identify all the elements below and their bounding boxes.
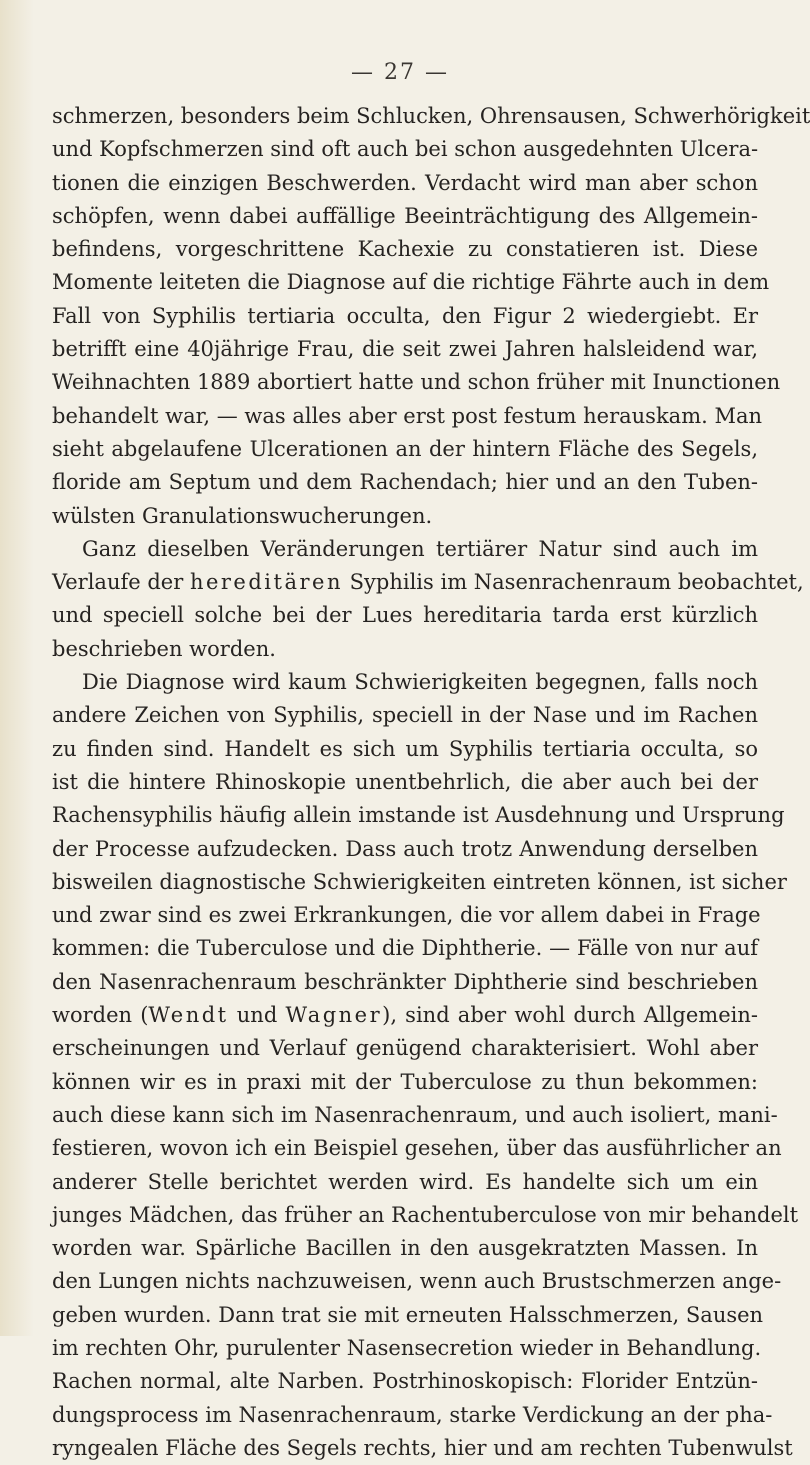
text-line: festieren, wovon ich ein Beispiel gesehen, über das ausführlicher an [52,1136,782,1161]
text-line: behandelt war, — was alles aber erst post festum herauskam. Man [52,403,763,428]
text-fragment: worden ( [52,1003,149,1028]
text-line: tionen die einzigen Beschwerden. Verdacht wird man aber schon [52,170,758,195]
text-line: anderer Stelle berichtet werden wird. Es handelte sich um ein [52,1169,758,1194]
text-line: befindens, vorgeschrittene Kachexie zu constatieren ist. Diese [52,237,758,262]
text-line: betrifft eine 40jährige Frau, die seit zwei Jahren halsleidend war, [52,337,758,362]
text-line: Rachen normal, alte Narben. Postrhinoskopisch: Florider Entzün- [52,1369,758,1394]
text-fragment: und [236,1003,278,1028]
page-number: — 27 — [351,60,449,85]
text-line: wülsten Granulationswucherungen. [52,503,433,528]
text-fragment: Verlaufe der [52,570,184,595]
text-line: dungsprocess im Nasenrachenraum, starke Verdickung an der pha- [52,1402,773,1427]
text-line: bisweilen diagnostische Schwierigkeiten eintreten können, ist sicher [52,869,787,894]
text-line: der Processe aufzudecken. Dass auch trotz Anwendung derselben [52,836,758,861]
text-line: sieht abgelaufene Ulcerationen an der hintern Fläche des Segels, [52,436,758,461]
text-line: Momente leiteten die Diagnose auf die richtige Fährte auch in dem [52,270,770,295]
text-line: und speciell solche bei der Lues hereditaria tarda erst kürzlich [52,603,758,628]
text-fragment: ), sind aber wohl durch Allgemein- [382,1003,758,1028]
text-line: und Kopfschmerzen sind oft auch bei schon ausgedehnten Ulcera- [52,137,759,162]
text-line: können wir es in praxi mit der Tuberculose zu thun bekommen: [52,1069,758,1094]
text-line: und zwar sind es zwei Erkrankungen, die vor allem dabei in Frage [52,903,761,928]
text-line: Ganz dieselben Veränderungen tertiärer Natur sind auch im [82,536,758,561]
text-line: schöpfen, wenn dabei auffällige Beeinträchtigung des Allgemein- [52,203,758,228]
text-line: auch diese kann sich im Nasenrachenraum, und auch isoliert, mani- [52,1102,778,1127]
text-line: schmerzen, besonders beim Schlucken, Ohrensausen, Schwerhörigkeit [52,104,810,128]
text-line [52,566,804,599]
text-line: beschrieben worden. [52,636,276,661]
text-line: ryngealen Fläche des Segels rechts, hier und am rechten Tubenwulst [52,1435,793,1460]
body-text [52,100,810,1465]
text-line: worden war. Spärliche Bacillen in den ausgekratzten Massen. In [52,1236,758,1261]
text-fragment: Syphilis im Nasenrachenraum beobachtet, [349,570,804,595]
text-line: Fall von Syphilis tertiaria occulta, den Figur 2 wiedergiebt. Er [52,303,758,328]
text-line [52,999,758,1032]
text-line: andere Zeichen von Syphilis, speciell in der Nase und im Rachen [52,703,758,728]
text-line: den Lungen nichts nachzuweisen, wenn auch Brustschmerzen ange- [52,1269,782,1294]
text-line: den Nasenrachenraum beschränkter Diphtherie sind beschrieben [52,969,758,994]
text-line: Die Diagnose wird kaum Schwierigkeiten begegnen, falls noch [82,670,758,695]
text-line: ist die hintere Rhinoskopie unentbehrlich, die aber auch bei der [52,769,758,794]
text-line: floride am Septum und dem Rachendach; hier und an den Tuben- [52,470,758,495]
text-line: kommen: die Tuberculose und die Diphtherie. — Fälle von nur auf [52,936,758,961]
text-line: geben wurden. Dann trat sie mit erneuten Halsschmerzen, Sausen [52,1302,764,1327]
text-line: junges Mädchen, das früher an Rachentuberculose von mir behandelt [52,1202,799,1227]
text-line: zu finden sind. Handelt es sich um Syphilis tertiaria occulta, so [52,736,758,761]
spaced-emphasis: hereditären [189,570,343,595]
text-line: erscheinungen und Verlauf genügend charakterisiert. Wohl aber [52,1036,758,1061]
text-line: Rachensyphilis häufig allein imstande ist Ausdehnung und Ursprung [52,803,785,828]
author-name-wagner: Wagner [285,1003,383,1028]
author-name-wendt: Wendt [148,1003,229,1028]
text-line: Weihnachten 1889 abortiert hatte und schon früher mit Inunctionen [52,370,781,395]
text-line: im rechten Ohr, purulenter Nasensecretion wieder in Behandlung. [52,1335,762,1360]
